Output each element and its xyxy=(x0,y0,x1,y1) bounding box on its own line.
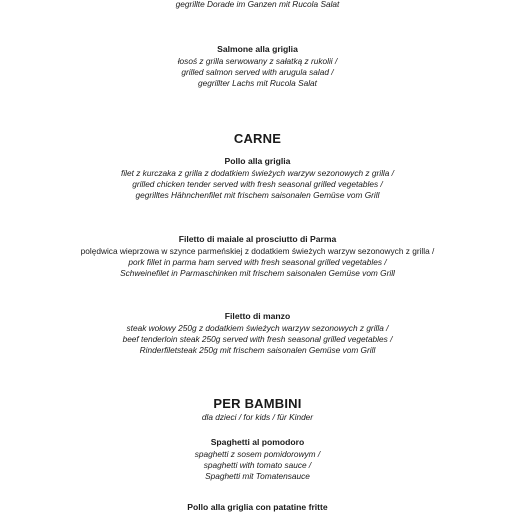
filetto-maiale-description-de: Schweinefilet in Parmaschinken mit frischem saisonalen Gemüse vom Grill xyxy=(120,268,395,278)
salmone-description-de: gegrillter Lachs mit Rucola Salat xyxy=(198,78,317,88)
dorade-description-de: gegrillte Dorade im Ganzen mit Rucola Salat xyxy=(175,0,340,9)
filetto-manzo-description-en: beef tenderloin steak 250g served with fresh seasonal grilled vegetables / xyxy=(122,334,393,344)
spaghetti-description-de: Spaghetti mit Tomatensauce xyxy=(205,471,310,481)
filetto-maiale-description-pl: polędwica wieprzowa w szynce parmeńskiej z dodatkiem świeżych warzyw sezonowych z grilla / xyxy=(80,246,435,256)
dish-title-pollo: Pollo alla griglia xyxy=(224,156,291,166)
bambini-subtitle: dla dzieci / for kids / für Kinder xyxy=(201,412,314,422)
dish-title-pollo-patatine: Pollo alla griglia con patatine fritte xyxy=(187,502,328,512)
salmone-description-pl: łosoś z grilla serwowany z sałatką z rukolii / xyxy=(177,56,338,66)
dish-title-filetto-maiale: Filetto di maiale al prosciutto di Parma xyxy=(178,234,337,244)
salmone-description-en: grilled salmon served with arugula salad / xyxy=(181,67,334,77)
section-heading-carne: CARNE xyxy=(233,131,282,146)
pollo-description-de: gegrilltes Hähnchenfilet mit frischem saisonalen Gemüse vom Grill xyxy=(135,190,380,200)
spaghetti-description-en: spaghetti with tomato sauce / xyxy=(203,460,312,470)
dish-title-filetto-manzo: Filetto di manzo xyxy=(224,311,291,321)
pollo-description-pl: filet z kurczaka z grilla z dodatkiem świeżych warzyw sezonowych z grilla / xyxy=(121,168,394,178)
pollo-description-en: grilled chicken tender served with fresh seasonal grilled vegetables / xyxy=(132,179,383,189)
section-heading-per-bambini: PER BAMBINI xyxy=(213,396,302,411)
dish-title-salmone: Salmone alla griglia xyxy=(217,44,298,54)
spaghetti-description-pl: spaghetti z sosem pomidorowym / xyxy=(194,449,321,459)
filetto-maiale-description-en: pork fillet in parma ham served with fresh seasonal grilled vegetables / xyxy=(128,257,387,267)
dish-title-spaghetti: Spaghetti al pomodoro xyxy=(210,437,305,447)
filetto-manzo-description-de: Rinderfiletsteak 250g mit frischem saisonalen Gemüse vom Grill xyxy=(139,345,376,355)
filetto-manzo-description-pl: steak wołowy 250g z dodatkiem świeżych warzyw sezonowych z grilla / xyxy=(126,323,389,333)
